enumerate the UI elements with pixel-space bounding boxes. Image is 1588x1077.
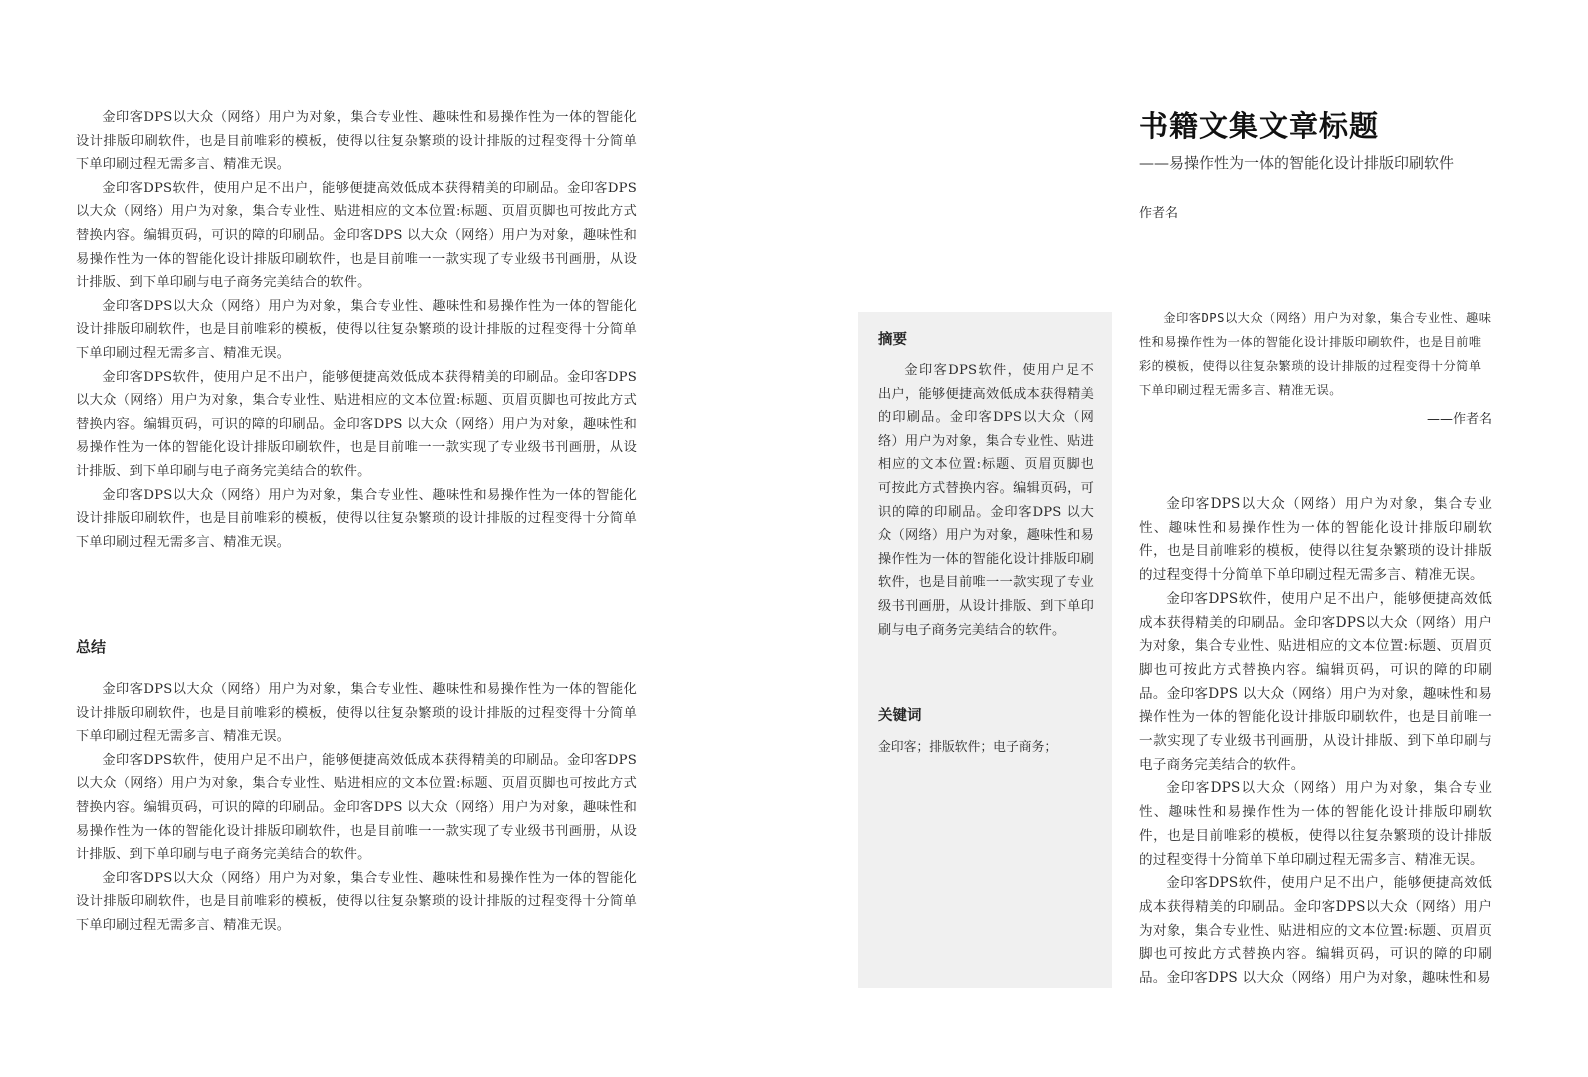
- body-paragraph: 金印客DPS以大众（网络）用户为对象，集合专业性、趣味性和易操作性为一体的智能化设计排版印刷软件，也是目前唯彩的模板，使得以往复杂繁琐的设计排版的过程变得十分简单下单印刷过程无需多言、精准无误。: [76, 298, 637, 361]
- document-title: 书籍文集文章标题: [1139, 109, 1380, 143]
- abstract-heading: 摘要: [878, 332, 907, 348]
- keywords-heading: 关键词: [878, 708, 922, 724]
- quote-text: 金印客DPS以大众（网络）用户为对象，集合专业性、趣味性和易操作性为一体的智能化设计排版印刷软件，也是目前唯彩的模板，使得以往复杂繁琐的设计排版的过程变得十分简单下单印刷过程无需多言、精准无误。: [1139, 311, 1492, 397]
- abstract-sidebar: [858, 312, 1112, 988]
- quote-block: [1139, 306, 1492, 427]
- title-block: [1139, 106, 1499, 174]
- body-paragraph: 金印客DPS以大众（网络）用户为对象，集合专业性、趣味性和易操作性为一体的智能化设计排版印刷软件，也是目前唯彩的模板，使得以往复杂繁琐的设计排版的过程变得十分简单下单印刷过程无需多言、精准无误。: [76, 487, 637, 550]
- summary-paragraph: 金印客DPS软件，使用户足不出户，能够便捷高效低成本获得精美的印刷品。金印客DPS以大众（网络）用户为对象，集合专业性、贴进相应的文本位置:标题、页眉页脚也可按此方式替换内容。编辑页码，可识的障的印刷品。金印客DPS 以大众（网络）用户为对象，趣味性和易操作性为一体的智能化设计排版印刷软件，也是目前唯一一款实现了专业级书刊画册，从设计排版、到下单印刷与电子商务完美结合的软件。: [76, 752, 637, 863]
- summary-heading: 总结: [76, 638, 107, 656]
- body-paragraph: 金印客DPS软件，使用户足不出户，能够便捷高效低成本获得精美的印刷品。金印客DPS以大众（网络）用户为对象，集合专业性、贴进相应的文本位置:标题、页眉页脚也可按此方式替换内容。编辑页码，可识的障的印刷品。金印客DPS 以大众（网络）用户为对象，趣味性和易: [1139, 875, 1492, 987]
- body-paragraph: 金印客DPS软件，使用户足不出户，能够便捷高效低成本获得精美的印刷品。金印客DPS以大众（网络）用户为对象，集合专业性、贴进相应的文本位置:标题、页眉页脚也可按此方式替换内容。编辑页码，可识的障的印刷品。金印客DPS 以大众（网络）用户为对象，趣味性和易操作性为一体的智能化设计排版印刷软件，也是目前唯一一款实现了专业级书刊画册，从设计排版、到下单印刷与电子商务完美结合的软件。: [76, 369, 637, 479]
- abstract-text-block: [878, 359, 1094, 642]
- quote-author: ——作者名: [1426, 412, 1492, 427]
- author-name: 作者名: [1139, 206, 1179, 221]
- abstract-text: 金印客DPS软件，使用户足不出户，能够便捷高效低成本获得精美的印刷品。金印客DPS以大众（网络）用户为对象，集合专业性、贴进相应的文本位置:标题、页眉页脚也可按此方式替换内容。编辑页码，可识的障的印刷品。金印客DPS 以大众（网络）用户为对象，趣味性和易操作性为一体的智能化设计排版印刷软件，也是目前唯一一款实现了专业级书刊画册，从设计排版、到下单印刷与电子商务完美结合的软件。: [878, 363, 1094, 638]
- body-paragraph: 金印客DPS以大众（网络）用户为对象，集合专业性、趣味性和易操作性为一体的智能化设计排版印刷软件，也是目前唯彩的模板，使得以往复杂繁琐的设计排版的过程变得十分简单下单印刷过程无需多言、精准无误。: [1139, 496, 1492, 584]
- document-subtitle: ——易操作性为一体的智能化设计排版印刷软件: [1139, 154, 1455, 172]
- body-paragraph: 金印客DPS软件，使用户足不出户，能够便捷高效低成本获得精美的印刷品。金印客DPS以大众（网络）用户为对象，集合专业性、贴进相应的文本位置:标题、页眉页脚也可按此方式替换内容。编辑页码，可识的障的印刷品。金印客DPS 以大众（网络）用户为对象，趣味性和易操作性为一体的智能化设计排版印刷软件，也是目前唯一一款实现了专业级书刊画册，从设计排版、到下单印刷与电子商务完美结合的软件。: [1139, 590, 1492, 773]
- left-page-body: [76, 106, 637, 554]
- summary-paragraph: 金印客DPS以大众（网络）用户为对象，集合专业性、趣味性和易操作性为一体的智能化设计排版印刷软件，也是目前唯彩的模板，使得以往复杂繁琐的设计排版的过程变得十分简单下单印刷过程无需多言、精准无误。: [76, 870, 637, 933]
- right-page-body: [1139, 493, 1492, 993]
- body-paragraph: 金印客DPS以大众（网络）用户为对象，集合专业性、趣味性和易操作性为一体的智能化设计排版印刷软件，也是目前唯彩的模板，使得以往复杂繁琐的设计排版的过程变得十分简单下单印刷过程无需多言、精准无误。: [76, 110, 637, 173]
- summary-paragraph: 金印客DPS以大众（网络）用户为对象，集合专业性、趣味性和易操作性为一体的智能化设计排版印刷软件，也是目前唯彩的模板，使得以往复杂繁琐的设计排版的过程变得十分简单下单印刷过程无需多言、精准无误。: [76, 682, 637, 745]
- body-paragraph: 金印客DPS软件，使用户足不出户，能够便捷高效低成本获得精美的印刷品。金印客DPS以大众（网络）用户为对象，集合专业性、贴进相应的文本位置:标题、页眉页脚也可按此方式替换内容。编辑页码，可识的障的印刷品。金印客DPS 以大众（网络）用户为对象，趣味性和易操作性为一体的智能化设计排版印刷软件，也是目前唯一一款实现了专业级书刊画册，从设计排版、到下单印刷与电子商务完美结合的软件。: [76, 180, 637, 291]
- keywords-text: 金印客；排版软件；电子商务；: [878, 740, 1058, 755]
- summary-body: [76, 678, 637, 938]
- body-paragraph: 金印客DPS以大众（网络）用户为对象，集合专业性、趣味性和易操作性为一体的智能化设计排版印刷软件，也是目前唯彩的模板，使得以往复杂繁琐的设计排版的过程变得十分简单下单印刷过程无需多言、精准无误。: [1139, 780, 1492, 868]
